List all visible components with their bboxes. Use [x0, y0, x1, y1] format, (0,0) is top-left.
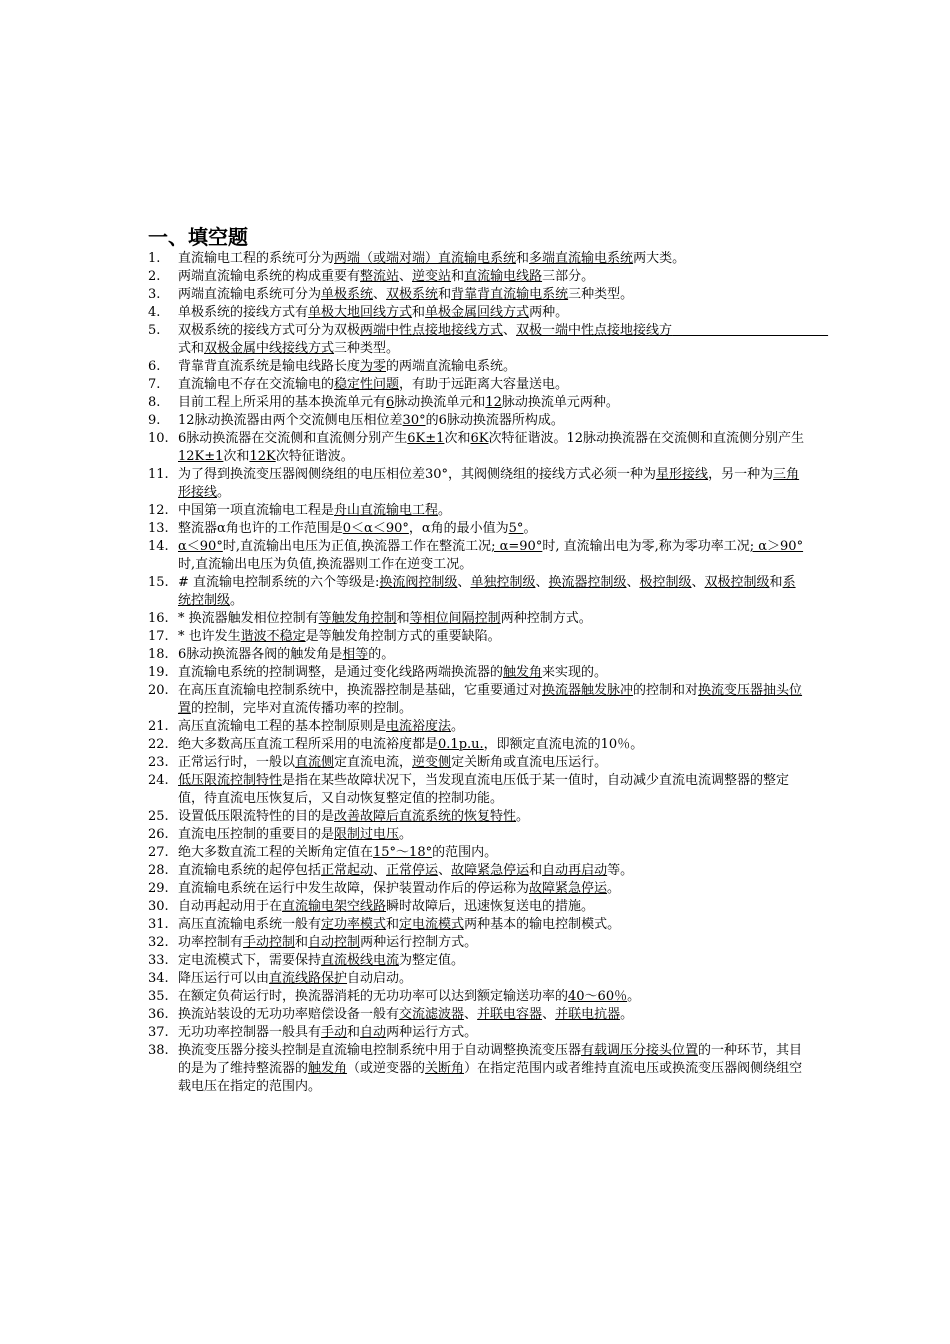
question-text: 双极系统的接线方式可分为双极 — [178, 323, 361, 338]
answer-blank: 直流侧 — [295, 755, 335, 770]
question-text: 的控制，完毕对直流传播功率的控制。 — [191, 701, 413, 716]
list-item — [148, 394, 808, 412]
answer-blank: 并联电容器 — [477, 1007, 543, 1022]
question-text: 和 — [451, 269, 465, 284]
answer-blank: 极控制级 — [639, 575, 692, 590]
answer-blank: 稳定性问题 — [334, 377, 400, 392]
item-text — [178, 521, 536, 536]
question-text: 、 — [542, 1007, 556, 1022]
answer-blank: 等相位间隔控制 — [409, 611, 501, 626]
question-text: 定关断角或直流电压运行。 — [451, 755, 608, 770]
question-text: 、 — [399, 269, 413, 284]
answer-blank: 改善故障后直流系统的恢复特性 — [334, 809, 517, 824]
list-item — [148, 610, 808, 628]
answer-blank: 系统控制级 — [178, 575, 796, 608]
answer-blank: 等触发角控制 — [318, 611, 397, 626]
answer-blank: 触发角 — [503, 665, 543, 680]
item-number: 4. — [148, 305, 161, 320]
question-text: 直流电压控制的重要目的是 — [178, 827, 335, 842]
answer-blank: 40～60％ — [568, 989, 628, 1004]
question-text: 两大类。 — [633, 251, 686, 266]
question-text: 和 — [438, 287, 452, 302]
question-text: 瞬时故障后，迅速恢复送电的措施。 — [386, 899, 595, 914]
answer-blank: 两端（或端对端）直流输电系统 — [334, 251, 517, 266]
answer-blank: 12K — [249, 449, 276, 464]
answer-blank: 单极大地回线方式 — [308, 305, 413, 320]
list-item — [148, 736, 808, 754]
item-number: 12. — [148, 503, 169, 518]
item-number: 2. — [148, 269, 161, 284]
list-item — [148, 1024, 808, 1042]
item-number: 24. — [148, 773, 169, 788]
question-text: 的范围内。 — [432, 845, 498, 860]
list-item — [148, 304, 808, 322]
answer-blank: 整流站 — [360, 269, 400, 284]
item-text — [178, 845, 497, 860]
question-text: 两种运行控制方式。 — [360, 935, 478, 950]
question-text: 背靠背直流系统是输电线路长度 — [178, 359, 361, 374]
item-text — [178, 647, 394, 662]
item-number: 21. — [148, 719, 169, 734]
question-text: 的6脉动换流器所构成。 — [425, 413, 564, 428]
item-number: 6. — [148, 359, 161, 374]
item-text — [178, 575, 796, 608]
question-text: ，另一种为 — [708, 467, 774, 482]
answer-blank: 换流器触发脉冲 — [542, 683, 634, 698]
answer-blank: 关断角 — [425, 1061, 465, 1076]
item-text — [178, 359, 516, 374]
item-text — [178, 413, 564, 428]
question-text: 脉动换流单元两种。 — [501, 395, 619, 410]
answer-blank: 电流裕度法 — [386, 719, 452, 734]
answer-blank: 直流线路保护 — [269, 971, 348, 986]
question-text: 。 — [607, 881, 621, 896]
question-text: 。 — [217, 485, 231, 500]
item-text — [178, 1007, 633, 1022]
list-item — [148, 988, 808, 1006]
list-item — [148, 358, 808, 376]
answer-blank: 手动 — [321, 1025, 348, 1040]
list-item — [148, 952, 808, 970]
answer-blank: 0＜α＜90° — [342, 521, 409, 536]
answer-blank: 手动控制 — [243, 935, 296, 950]
list-item — [148, 250, 808, 268]
answer-blank: 直流极线电流 — [321, 953, 400, 968]
question-text: * 也许发生 — [178, 629, 241, 644]
item-number: 18. — [148, 647, 169, 662]
item-number: 30. — [148, 899, 169, 914]
answer-blank: 谐波不稳定 — [240, 629, 306, 644]
question-text: 无功功率控制器一般具有 — [178, 1025, 322, 1040]
question-text: 整流器α角也许的工作范围是 — [178, 521, 343, 536]
item-text — [178, 863, 633, 878]
item-number: 31. — [148, 917, 169, 932]
question-text: * 换流器触发相位控制有 — [178, 611, 319, 626]
item-text — [178, 395, 619, 410]
list-item — [148, 808, 808, 826]
answer-blank: 低压限流控制特性 — [178, 773, 283, 788]
list-item — [148, 574, 808, 610]
list-item — [148, 502, 808, 520]
answer-blank: 自动 — [360, 1025, 387, 1040]
answer-blank: 自动再启动 — [542, 863, 608, 878]
question-text: 6脉动换流器各阀的触发角是 — [178, 647, 343, 662]
answer-blank: 定电流模式 — [399, 917, 465, 932]
answer-blank: 为零 — [360, 359, 387, 374]
item-number: 29. — [148, 881, 169, 896]
question-text: 时, 直流输出电为零,称为零功率工况 — [542, 539, 750, 554]
question-text: 为整定值。 — [399, 953, 465, 968]
item-text — [178, 683, 802, 716]
list-item — [148, 898, 808, 916]
item-text — [178, 629, 501, 644]
question-text: 、 — [535, 575, 549, 590]
question-text: 降压运行可以由 — [178, 971, 270, 986]
list-item — [148, 862, 808, 880]
question-text: 单极系统的接线方式有 — [178, 305, 309, 320]
question-text: 、 — [626, 575, 640, 590]
question-text: 和 — [396, 611, 410, 626]
question-text: 定直流电流， — [334, 755, 413, 770]
answer-blank: ; α＞90° — [749, 539, 804, 554]
answer-blank: 星形接线 — [656, 467, 709, 482]
question-text: 次特征谐波。 — [275, 449, 354, 464]
item-number: 3. — [148, 287, 161, 302]
item-text — [178, 323, 828, 356]
item-text — [178, 251, 685, 266]
question-text: ，α角的最小值为 — [408, 521, 509, 536]
item-text — [178, 377, 568, 392]
question-text: 功率控制有 — [178, 935, 244, 950]
item-number: 15. — [148, 575, 169, 590]
list-item — [148, 1042, 808, 1096]
item-number: 36. — [148, 1007, 169, 1022]
answer-blank: 6K±1 — [407, 431, 445, 446]
answer-blank: 故障紧急停运 — [529, 881, 608, 896]
answer-blank: 逆变侧 — [412, 755, 452, 770]
answer-blank: 相等 — [342, 647, 369, 662]
answer-blank: 逆变站 — [412, 269, 452, 284]
list-item — [148, 970, 808, 988]
question-text: ）在指定范围内或者维持直流电压或换流变压器阀侧绕组空载电压在指定的范围内。 — [178, 1061, 803, 1094]
question-text: 、 — [438, 863, 452, 878]
item-number: 8. — [148, 395, 161, 410]
item-number: 19. — [148, 665, 169, 680]
item-number: 32. — [148, 935, 169, 950]
question-text: 、 — [691, 575, 705, 590]
question-text: 6脉动换流器在交流侧和直流侧分别产生 — [178, 431, 408, 446]
question-text: 。 — [516, 809, 530, 824]
item-number: 28. — [148, 863, 169, 878]
answer-blank: 舟山直流输电工程 — [334, 503, 439, 518]
item-number: 37. — [148, 1025, 169, 1040]
answer-blank: 正常停运 — [386, 863, 439, 878]
answer-blank: 换流器控制级 — [548, 575, 627, 590]
answer-blank: 双极系统 — [386, 287, 439, 302]
list-item — [148, 826, 808, 844]
answer-blank: 30° — [402, 413, 426, 428]
question-text: 正常运行时，一般以 — [178, 755, 296, 770]
answer-blank: 多端直流输电系统 — [529, 251, 634, 266]
answer-blank: 6K — [470, 431, 489, 446]
question-text: 绝大多数直流工程的关断角定值在 — [178, 845, 374, 860]
item-text — [178, 287, 633, 302]
item-text — [178, 269, 594, 284]
item-number: 5. — [148, 323, 161, 338]
question-text: 、 — [373, 863, 387, 878]
question-text: 定电流模式下，需要保持 — [178, 953, 322, 968]
list-item — [148, 286, 808, 304]
question-text: 设置低压限流特性的目的是 — [178, 809, 335, 824]
question-text: 为了得到换流变压器阀侧绕组的电压相位差30°，其阀侧绕组的接线方式必须一种为 — [178, 467, 657, 482]
question-text: 换流变压器分接头控制是直流输电控制系统中用于自动调整换流变压器 — [178, 1043, 582, 1058]
question-text: 次和 — [223, 449, 250, 464]
item-text — [178, 719, 464, 734]
answer-blank: 0.1p.u. — [438, 737, 484, 752]
question-text: 和 — [386, 917, 400, 932]
list-item — [148, 682, 808, 718]
answer-blank: 交流滤波器 — [399, 1007, 465, 1022]
question-text: 。 — [230, 593, 244, 608]
item-text — [178, 953, 464, 968]
question-text: 直流输电工程的系统可分为 — [178, 251, 335, 266]
item-number: 16. — [148, 611, 169, 626]
question-text: 时,直流输出电压为负值,换流器则工作在逆变工况。 — [178, 557, 473, 572]
question-text: 和 — [529, 863, 543, 878]
question-text: 自动再起动用于在 — [178, 899, 283, 914]
question-text: 两端直流输电系统可分为 — [178, 287, 322, 302]
item-text — [178, 899, 594, 914]
item-text — [178, 809, 529, 824]
answer-blank: 换流变压器抽头位置 — [178, 683, 803, 716]
question-text: 和 — [769, 575, 783, 590]
question-text: （或逆变器的 — [347, 1061, 426, 1076]
item-text — [178, 989, 640, 1004]
answer-blank: 触发角 — [308, 1061, 348, 1076]
question-text: 和 — [516, 251, 530, 266]
question-text: 等。 — [607, 863, 634, 878]
item-number: 22. — [148, 737, 169, 752]
question-text: 在额定负荷运行时，换流器消耗的无功功率可以达到额定输送功率的 — [178, 989, 569, 1004]
question-text: 两种运行方式。 — [386, 1025, 478, 1040]
item-text — [178, 467, 799, 500]
question-text: 直流输电系统在运行中发生故障，保护装置动作后的停运称为 — [178, 881, 530, 896]
item-number: 1. — [148, 251, 161, 266]
answer-blank: 正常起动 — [321, 863, 374, 878]
list-item — [148, 628, 808, 646]
answer-blank: 15°～18° — [373, 845, 433, 860]
question-text: 两端直流输电系统的构成重要有 — [178, 269, 361, 284]
list-item — [148, 466, 808, 502]
item-text — [178, 773, 789, 806]
list-item — [148, 268, 808, 286]
question-text: ，即额定直流电流的10％。 — [483, 737, 644, 752]
answer-blank: 自动控制 — [308, 935, 361, 950]
question-text: 的控制和对 — [633, 683, 699, 698]
list-item — [148, 646, 808, 664]
question-text: 是等触发角控制方式的重要缺陷。 — [305, 629, 501, 644]
item-number: 14. — [148, 539, 169, 554]
item-number: 34. — [148, 971, 169, 986]
item-number: 20. — [148, 683, 169, 698]
item-text — [178, 737, 643, 752]
item-number: 13. — [148, 521, 169, 536]
item-text — [178, 665, 607, 680]
item-text — [178, 827, 412, 842]
question-text: 。 — [451, 719, 465, 734]
question-text: 和 — [347, 1025, 361, 1040]
question-text: 目前工程上所采用的基本换流单元有 — [178, 395, 387, 410]
list-item — [148, 880, 808, 898]
question-text: 是指在某些故障状况下，当发现直流电压低于某一值时，自动减少直流电流调整器的整定值，待直流电压恢复后，又自动恢复整定值的控制功能。 — [178, 773, 790, 806]
question-text: 次特征谐波。12脉动换流器在交流侧和直流侧分别产生 — [488, 431, 804, 446]
answer-blank: 双极一端中性点接地接线方 — [516, 323, 829, 338]
question-text: 直流输电不存在交流输电的 — [178, 377, 335, 392]
question-text: 三种类型。 — [334, 341, 400, 356]
list-item — [148, 772, 808, 808]
question-text: 12脉动换流器由两个交流侧电压相位差 — [178, 413, 403, 428]
question-text: 时,直流输出电压为正值,换流器工作在整流工况 — [222, 539, 492, 554]
question-text: 、 — [503, 323, 517, 338]
answer-blank: 双极金属中线接线方式 — [204, 341, 335, 356]
list-item — [148, 520, 808, 538]
question-text: 高压直流输电系统一般有 — [178, 917, 322, 932]
answer-blank: 6 — [386, 395, 395, 410]
list-item — [148, 376, 808, 394]
answer-blank: 定功率模式 — [321, 917, 387, 932]
item-number: 25. — [148, 809, 169, 824]
item-text — [178, 539, 803, 572]
answer-blank: 背靠背直流输电系统 — [451, 287, 569, 302]
answer-blank: 双极控制级 — [704, 575, 770, 590]
question-text: 、 — [464, 1007, 478, 1022]
question-text: 两种。 — [529, 305, 569, 320]
question-text: 的两端直流输电系统。 — [386, 359, 517, 374]
question-text: 三部分。 — [542, 269, 595, 284]
item-number: 26. — [148, 827, 169, 842]
question-text: ，有助于远距离大容量送电。 — [399, 377, 569, 392]
question-text: 。 — [523, 521, 537, 536]
item-number: 33. — [148, 953, 169, 968]
item-number: 27. — [148, 845, 169, 860]
list-item — [148, 718, 808, 736]
question-text: 。 — [620, 1007, 634, 1022]
answer-blank: α＜90° — [178, 539, 223, 554]
question-text: 式和 — [178, 341, 205, 356]
item-text — [178, 935, 477, 950]
question-text: 。 — [438, 503, 452, 518]
list-item — [148, 916, 808, 934]
item-text — [178, 917, 620, 932]
item-number: 9. — [148, 413, 161, 428]
answer-blank: 限制过电压 — [334, 827, 400, 842]
question-text: 换流站装设的无功功率赔偿设备一般有 — [178, 1007, 400, 1022]
question-text: 的一种环节，其目的是为了维持整流器的 — [178, 1043, 803, 1076]
answer-blank: 12 — [485, 395, 502, 410]
question-text: 脉动换流单元和 — [394, 395, 486, 410]
answer-blank: 12K±1 — [178, 449, 224, 464]
question-text: 高压直流输电工程的基本控制原则是 — [178, 719, 387, 734]
list-item — [148, 322, 829, 358]
list-item — [148, 412, 808, 430]
section-heading: 一、填空题 — [148, 225, 248, 249]
answer-blank: 并联电抗器 — [555, 1007, 621, 1022]
list-item — [148, 934, 808, 952]
item-text — [178, 503, 451, 518]
question-text: 和 — [295, 935, 309, 950]
question-text: 的。 — [368, 647, 395, 662]
answer-blank: 直流输电线路 — [464, 269, 543, 284]
question-text: 自动启动。 — [347, 971, 413, 986]
question-text: 两种控制方式。 — [500, 611, 592, 626]
item-number: 7. — [148, 377, 161, 392]
answer-blank: 直流输电架空线路 — [282, 899, 387, 914]
list-item — [148, 664, 808, 682]
item-number: 35. — [148, 989, 169, 1004]
question-text: 直流输电系统的起停包括 — [178, 863, 322, 878]
list-item — [148, 1006, 808, 1024]
item-number: 17. — [148, 629, 169, 644]
answer-blank: 单极金属回线方式 — [425, 305, 530, 320]
item-number: 23. — [148, 755, 169, 770]
question-text: 次和 — [444, 431, 471, 446]
item-text — [178, 431, 804, 464]
item-text — [178, 1025, 477, 1040]
question-text: # 直流输电控制系统的六个等级是: — [178, 575, 380, 590]
question-text: 直流输电系统的控制调整，是通过变化线路两端换流器的 — [178, 665, 504, 680]
list-item — [148, 754, 808, 772]
item-text — [178, 755, 607, 770]
answer-blank: 换流阀控制级 — [379, 575, 458, 590]
question-text: 和 — [412, 305, 426, 320]
list-item — [148, 430, 808, 466]
question-text: 、 — [457, 575, 471, 590]
question-text: 、 — [373, 287, 387, 302]
item-text — [178, 305, 568, 320]
answer-blank: ; α=90° — [491, 539, 543, 554]
item-number: 10. — [148, 431, 169, 446]
item-number: 38. — [148, 1043, 169, 1058]
question-list — [148, 250, 829, 1096]
answer-blank: 三角形接线 — [178, 467, 800, 500]
item-number: 11. — [148, 467, 169, 482]
item-text — [178, 971, 412, 986]
answer-blank: 故障紧急停运 — [451, 863, 530, 878]
question-text: 。 — [399, 827, 413, 842]
item-text — [178, 1043, 802, 1094]
question-text: 中国第一项直流输电工程是 — [178, 503, 335, 518]
list-item — [148, 538, 808, 574]
answer-blank: 单极系统 — [321, 287, 374, 302]
list-item — [148, 844, 808, 862]
question-text: 两种基本的输电控制模式。 — [464, 917, 621, 932]
answer-blank: 有载调压分接头位置 — [581, 1043, 699, 1058]
question-text: 在高压直流输电控制系统中，换流器控制是基础，它重要通过对 — [178, 683, 543, 698]
answer-blank: 两端中性点接地接线方式 — [360, 323, 504, 338]
question-text: 来实现的。 — [542, 665, 608, 680]
question-text: 三种类型。 — [568, 287, 634, 302]
item-text — [178, 881, 620, 896]
question-text: 绝大多数高压直流工程所采用的电流裕度都是 — [178, 737, 439, 752]
item-text — [178, 611, 592, 626]
answer-blank: 单独控制级 — [470, 575, 536, 590]
answer-blank: 5° — [508, 521, 524, 536]
question-text: 。 — [627, 989, 641, 1004]
